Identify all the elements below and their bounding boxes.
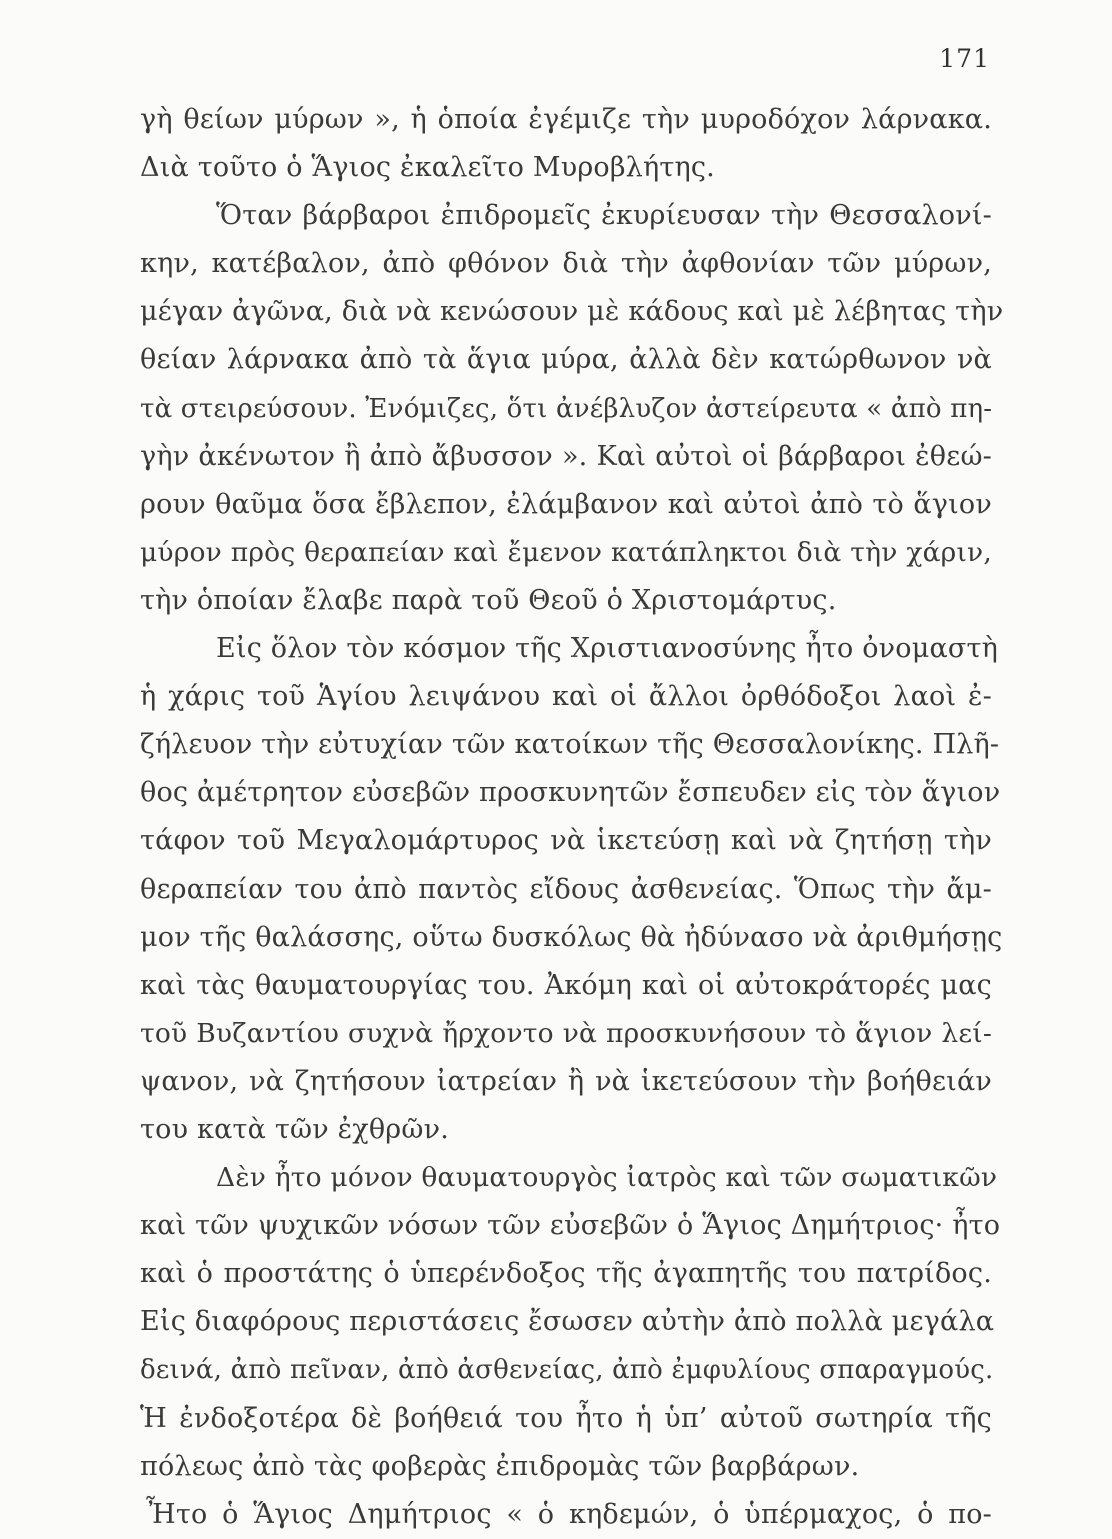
text-line: ψανον, νὰ ζητήσουν ἰατρείαν ἢ νὰ ἱκετεύσουν τὴν βοήθειάν xyxy=(140,1065,992,1097)
text-line: Διὰ τοῦτο ὁ Ἅγιος ἐκαλεῖτο Μυροβλήτης. xyxy=(140,152,715,184)
text-line: τάφον τοῦ Μεγαλομάρτυρος νὰ ἱκετεύσῃ καὶ νὰ ζητήσῃ τὴν xyxy=(140,825,992,857)
text-line: καὶ τὰς θαυματουργίας του. Ἀκόμη καὶ οἱ αὐτοκράτορές μας xyxy=(140,969,992,1001)
text-line: πόλεως ἀπὸ τὰς φοβερὰς ἐπιδρομὰς τῶν βαρβάρων. xyxy=(140,1450,860,1482)
text-line: δεινά, ἀπὸ πεῖναν, ἀπὸ ἀσθενείας, ἀπὸ ἐμφυλίους σπαραγμούς. xyxy=(140,1355,994,1386)
paragraph-start-line: Ὅταν βάρβαροι ἐπιδρομεῖς ἐκυρίευσαν τὴν Θεσσαλονί- xyxy=(216,200,992,232)
text-line: Ἡ ἐνδοξοτέρα δὲ βοήθειά του ἦτο ἡ ὑπ’ αὐτοῦ σωτηρία τῆς xyxy=(140,1402,992,1434)
text-line: τοῦ Βυζαντίου συχνὰ ἤρχοντο νὰ προσκυνήσουν τὸ ἅγιον λεί- xyxy=(140,1017,992,1049)
text-line: μέγαν ἀγῶνα, διὰ νὰ κενώσουν μὲ κάδους καὶ μὲ λέβητας τὴν xyxy=(140,296,1004,328)
text-line: του κατὰ τῶν ἐχθρῶν. xyxy=(140,1113,449,1145)
page-number: 171 xyxy=(939,44,990,73)
text-line: θεραπείαν του ἀπὸ παντὸς εἴδους ἀσθενείας. Ὅπως τὴν ἄμ- xyxy=(140,873,992,905)
text-line: καὶ τῶν ψυχικῶν νόσων τῶν εὐσεβῶν ὁ Ἅγιος Δημήτριος· ἦτο xyxy=(140,1210,1001,1242)
text-line: ρουν θαῦμα ὅσα ἔβλεπον, ἐλάμβανον καὶ αὐτοὶ ἀπὸ τὸ ἅγιον xyxy=(140,488,992,520)
text-line: τὰ στειρεύσουν. Ἐνόμιζες, ὅτι ἀνέβλυζον ἀστείρευτα « ἀπὸ πη- xyxy=(140,393,993,424)
body-text xyxy=(140,96,1004,1539)
text-line: γὴν ἀκένωτον ἢ ἀπὸ ἄβυσσον ». Καὶ αὐτοὶ οἱ βάρβαροι ἐθεώ- xyxy=(140,440,992,472)
text-line: καὶ ὁ προστάτης ὁ ὑπερένδοξος τῆς ἀγαπητῆς του πατρίδος. xyxy=(140,1258,992,1290)
text-line: μον τῆς θαλάσσης, οὕτω δυσκόλως θὰ ἠδύνασο νὰ ἀριθμήσῃς xyxy=(140,921,1003,953)
text-line: κην, κατέβαλον, ἀπὸ φθόνον διὰ τὴν ἀφθονίαν τῶν μύρων, xyxy=(140,248,992,280)
text-line: θείαν λάρνακα ἀπὸ τὰ ἅγια μύρα, ἀλλὰ δὲν κατώρθωνον νὰ xyxy=(140,344,992,376)
text-line: μύρον πρὸς θεραπείαν καὶ ἔμενον κατάπληκτοι διὰ τὴν χάριν, xyxy=(140,536,992,568)
text-line: τὴν ὁποίαν ἔλαβε παρὰ τοῦ Θεοῦ ὁ Χριστομάρτυς. xyxy=(140,584,837,616)
text-line: Εἰς διαφόρους περιστάσεις ἔσωσεν αὐτὴν ἀπὸ πολλὰ μεγάλα xyxy=(140,1306,995,1338)
text-line: ζήλευον τὴν εὐτυχίαν τῶν κατοίκων τῆς Θεσσαλονίκης. Πλῆ- xyxy=(140,729,1000,761)
paragraph-start-line: Ἦτο ὁ Ἅγιος Δημήτριος « ὁ κηδεμών, ὁ ὑπέρμαχος, ὁ πο- xyxy=(146,1498,992,1530)
text-line: ἡ χάρις τοῦ Ἁγίου λειψάνου καὶ οἱ ἄλλοι ὀρθόδοξοι λαοὶ ἐ- xyxy=(140,681,992,713)
paragraph-start-line: Εἰς ὅλον τὸν κόσμον τῆς Χριστιανοσύνης ἦτο ὀνομαστὴ xyxy=(216,633,999,665)
text-line: θος ἀμέτρητον εὐσεβῶν προσκυνητῶν ἔσπευδεν εἰς τὸν ἅγιον xyxy=(140,777,1001,809)
text-line: γὴ θείων μύρων », ἡ ὁποία ἐγέμιζε τὴν μυροδόχον λάρνακα. xyxy=(140,104,992,135)
paragraph-start-line: Δὲν ἦτο μόνον θαυματουργὸς ἰατρὸς καὶ τῶν σωματικῶν xyxy=(216,1162,998,1194)
